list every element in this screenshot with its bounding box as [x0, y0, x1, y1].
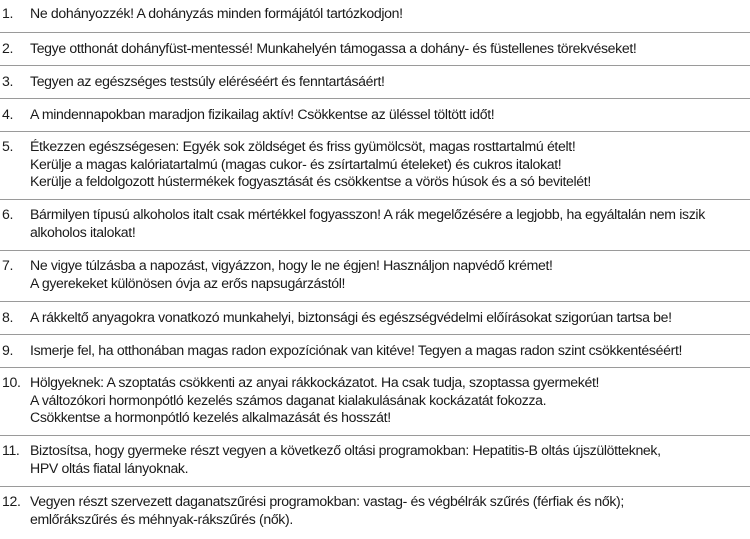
list-item	[0, 335, 750, 368]
list-item	[0, 200, 750, 251]
list-item	[0, 368, 750, 436]
item-text: A mindennapokban maradjon fizikailag aktív! Csökkentse az üléssel töltött időt!	[30, 106, 495, 122]
item-number: 4.	[2, 106, 14, 122]
item-text: Tegye otthonát dohányfüst-mentessé! Munkahelyén támogassa a dohány- és füstellenes törekvéseket!	[30, 40, 637, 56]
list-item	[0, 487, 750, 539]
item-text: Étkezzen egészségesen: Egyék sok zöldséget és friss gyümölcsöt, magas rosttartalmú ételt! Kerülje a magas kalóriatartalmú (magas cukor- és zsírtartalmú ételeket) és cukros italokat! Kerülje a feldolgozott hústermékek fogyasztását és csökkentse a vörös húsok és a só bevitelét!	[30, 138, 591, 189]
list-item	[0, 132, 750, 200]
item-number: 5.	[2, 138, 14, 154]
list-item	[0, 99, 750, 132]
item-number: 8.	[2, 309, 14, 325]
item-number: 3.	[2, 73, 14, 89]
item-text: Vegyen részt szervezett daganatszűrési programokban: vastag- és végbélrák szűrés (férfiak és nők); emlőrákszűrés és méhnyak-rákszűrés (nők).	[30, 493, 624, 527]
item-text: Bármilyen típusú alkoholos italt csak mértékkel fogyasszon! A rák megelőzésére a legjobb, ha egyáltalán nem iszik alkoholos italokat!	[30, 206, 705, 240]
item-number: 12.	[2, 493, 21, 509]
item-number: 1.	[2, 5, 14, 21]
list-item	[0, 251, 750, 302]
list-item	[0, 0, 750, 33]
item-text: Ne vigye túlzásba a napozást, vigyázzon, hogy le ne égjen! Használjon napvédő krémet! A gyerekeket különösen óvja az erős napsugárzástól!	[30, 257, 553, 291]
item-number: 9.	[2, 342, 14, 358]
list-item	[0, 33, 750, 66]
item-text: Biztosítsa, hogy gyermeke részt vegyen a következő oltási programokban: Hepatitis-B oltás újszülötteknek, HPV oltás fiatal lányoknak.	[30, 442, 661, 476]
list-item	[0, 302, 750, 335]
item-number: 10.	[2, 374, 21, 390]
list-item	[0, 66, 750, 99]
item-text: Hölgyeknek: A szoptatás csökkenti az anyai rákkockázatot. Ha csak tudja, szoptassa gyermekét! A változókori hormonpótló kezelés számos daganat kialakulásának kockázatát fokozza. Csökkentse a hormonpótló kezelés alkalmazását és hosszát!	[30, 374, 600, 425]
item-number: 7.	[2, 257, 14, 273]
item-text: Ne dohányozzék! A dohányzás minden formájától tartózkodjon!	[30, 5, 403, 21]
item-number: 11.	[2, 442, 20, 458]
item-text: Ismerje fel, ha otthonában magas radon expozíciónak van kitéve! Tegyen a magas radon szint csökkentéséért!	[30, 342, 683, 358]
list-item	[0, 436, 750, 487]
item-text: Tegyen az egészséges testsúly eléréséért és fenntartásáért!	[30, 73, 385, 89]
item-number: 2.	[2, 40, 14, 56]
item-text: A rákkeltő anyagokra vonatkozó munkahelyi, biztonsági és egészségvédelmi előírásokat szigorúan tartsa be!	[30, 309, 672, 325]
item-number: 6.	[2, 206, 14, 222]
